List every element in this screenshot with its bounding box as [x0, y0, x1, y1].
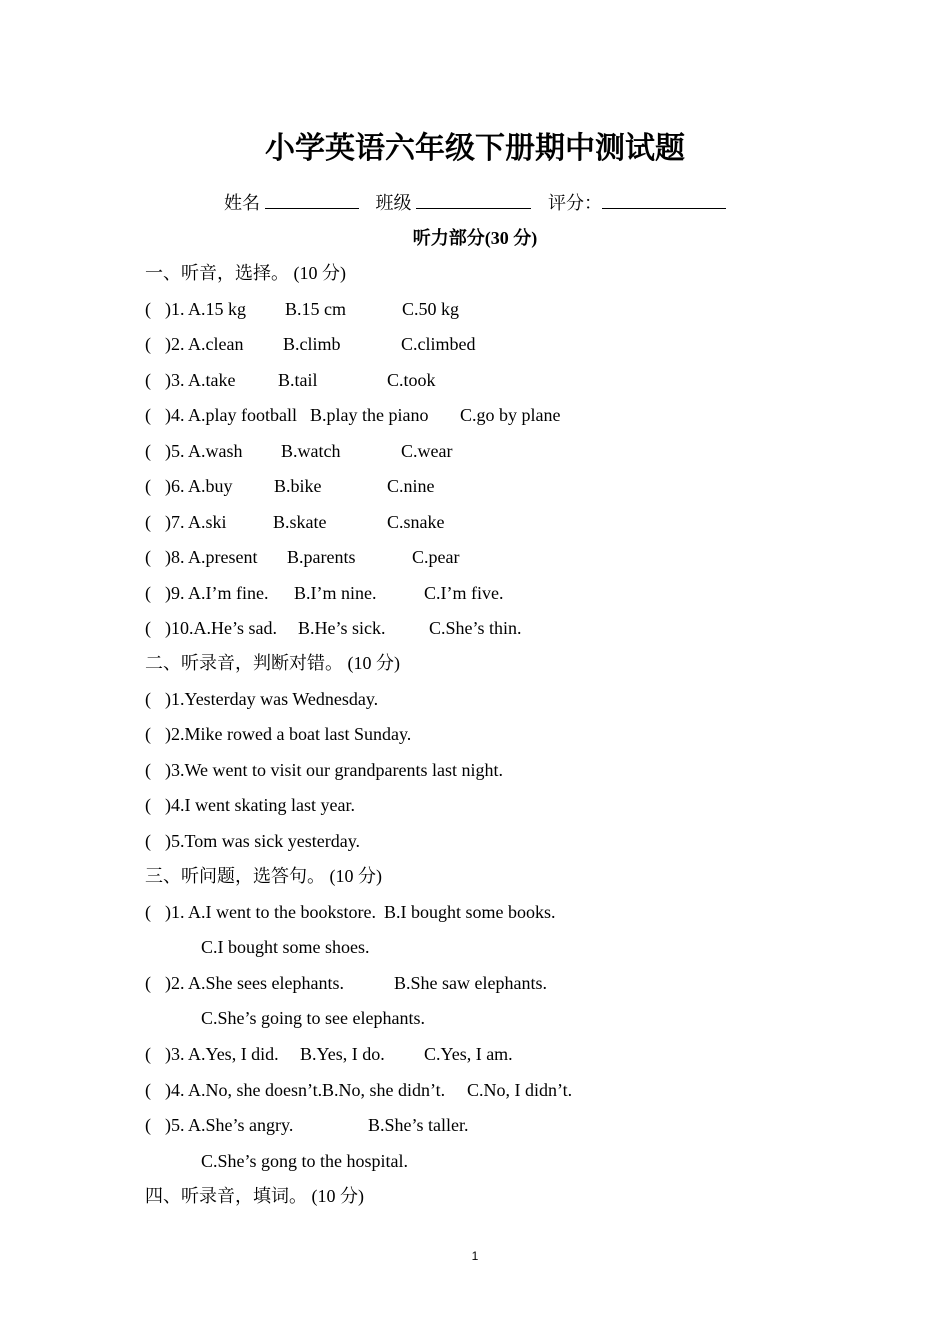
part3-item-continuation: C.She’s gong to the hospital. — [201, 1151, 408, 1171]
page-number: 1 — [471, 1249, 479, 1263]
part1-item: ( )7. A.ski B.skate C.snake — [145, 512, 445, 532]
part2-item: ( )1.Yesterday was Wednesday. — [145, 689, 379, 709]
part1-heading: 一、听音，选择。 (10 分) — [145, 263, 346, 283]
score-blank — [602, 190, 726, 209]
part3-item: ( )5. A.She’s angry. B.She’s taller. — [145, 1115, 469, 1135]
page-title: 小学英语六年级下册期中测试题 — [265, 131, 685, 166]
student-info-line — [0, 190, 950, 215]
score-label: 评分： — [548, 193, 602, 213]
part3-item: ( )4. A.No, she doesn’t.B.No, she didn’t. C.No, I didn’t. — [145, 1080, 573, 1100]
part2-heading: 二、听录音，判断对错。 (10 分) — [145, 653, 400, 673]
part2-item: ( )5.Tom was sick yesterday. — [145, 831, 361, 851]
part2-item: ( )4.I went skating last year. — [145, 795, 355, 815]
part1-item: ( )9. A.I’m fine. B.I’m nine. C.I’m five. — [145, 583, 504, 603]
class-blank — [416, 190, 531, 209]
part1-item: ( )3. A.take B.tail C.took — [145, 370, 436, 390]
part1-item: ( )5. A.wash B.watch C.wear — [145, 441, 453, 461]
part3-item: ( )2. A.She sees elephants. B.She saw elephants. — [145, 973, 547, 993]
listening-heading: 听力部分(30 分) — [412, 228, 538, 248]
part3-heading: 三、听问题，选答句。 (10 分) — [145, 866, 382, 886]
name-label: 姓名 — [224, 193, 260, 213]
part1-item: ( )10.A.He’s sad. B.He’s sick. C.She’s thin. — [145, 618, 522, 638]
part3-item-continuation: C.She’s going to see elephants. — [201, 1008, 425, 1028]
name-blank — [265, 190, 359, 209]
part3-item: ( )1. A.I went to the bookstore. B.I bought some books. — [145, 902, 556, 922]
part4-heading: 四、听录音，填词。 (10 分) — [145, 1186, 364, 1206]
part3-item-continuation: C.I bought some shoes. — [201, 937, 370, 957]
part1-item: ( )4. A.play football B.play the piano C.go by plane — [145, 405, 561, 425]
part3-item: ( )3. A.Yes, I did. B.Yes, I do. C.Yes, I am. — [145, 1044, 513, 1064]
part2-item: ( )2.Mike rowed a boat last Sunday. — [145, 724, 412, 744]
class-label: 班级 — [375, 193, 412, 213]
part1-item: ( )2. A.clean B.climb C.climbed — [145, 334, 476, 354]
part2-item: ( )3.We went to visit our grandparents last night. — [145, 760, 503, 780]
part1-item: ( )1. A.15 kg B.15 cm C.50 kg — [145, 299, 460, 319]
part1-item: ( )8. A.present B.parents C.pear — [145, 547, 460, 567]
part1-item: ( )6. A.buy B.bike C.nine — [145, 476, 435, 496]
